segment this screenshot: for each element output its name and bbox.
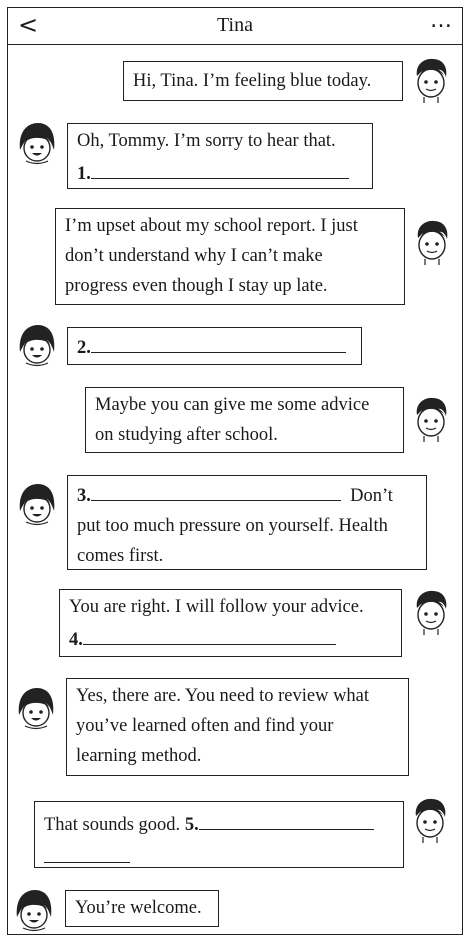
message-text: Maybe you can give me some advice [95, 395, 370, 415]
message-text: Hi, Tina. I’m feeling blue today. [133, 71, 372, 91]
tina-avatar [16, 685, 56, 733]
message-bubble-tina-4 [66, 678, 409, 776]
blank-number: 1. [77, 164, 91, 184]
tina-avatar [14, 887, 54, 935]
blank-number: 5. [184, 815, 199, 835]
message-text: You’re welcome. [75, 898, 202, 918]
message-text: put too much pressure on yourself. Health [77, 516, 388, 536]
tina-avatar [17, 481, 57, 529]
message-bubble-tina-1 [67, 123, 373, 189]
message-bubble-tina-5 [65, 890, 219, 927]
message-bubble-tommy-2 [55, 208, 405, 305]
answer-blank-5-continued[interactable] [44, 840, 130, 863]
message-text: Don’t [350, 486, 393, 506]
message-text: Yes, there are. You need to review what [76, 686, 370, 706]
message-text: I’m upset about my school report. I just [65, 216, 358, 236]
chat-header [7, 7, 463, 45]
message-bubble-tina-3 [67, 475, 427, 570]
message-text: progress even though I stay up late. [65, 276, 328, 296]
answer-blank-4[interactable] [83, 622, 336, 645]
message-bubble-tommy-3 [85, 387, 404, 453]
chat-title: Tina [217, 14, 253, 36]
tina-avatar [17, 322, 57, 370]
message-bubble-tommy-5 [34, 801, 404, 868]
answer-blank-3[interactable] [91, 478, 341, 501]
tommy-avatar [412, 218, 452, 266]
tommy-avatar [411, 588, 451, 636]
message-text: That sounds good. [44, 815, 181, 835]
message-text: comes first. [77, 546, 164, 566]
answer-blank-2[interactable] [91, 330, 346, 353]
blank-number: 2. [77, 338, 91, 358]
message-bubble-tommy-1 [123, 61, 403, 101]
message-bubble-tina-2 [67, 327, 362, 365]
tommy-avatar [411, 395, 451, 443]
message-text: Oh, Tommy. I’m sorry to hear that. [77, 131, 336, 151]
answer-blank-1[interactable] [91, 156, 349, 179]
message-text: You are right. I will follow your advice. [69, 597, 364, 617]
message-text: don’t understand why I can’t make [65, 246, 323, 266]
blank-number: 4. [69, 630, 83, 650]
message-text: learning method. [76, 746, 202, 766]
more-options-button[interactable]: … [430, 8, 453, 33]
back-button[interactable]: < [18, 11, 39, 39]
answer-blank-5[interactable] [199, 807, 374, 830]
message-bubble-tommy-4 [59, 589, 402, 657]
tommy-avatar [410, 796, 450, 844]
tommy-avatar [411, 56, 451, 104]
message-text: on studying after school. [95, 425, 278, 445]
blank-number: 3. [77, 486, 91, 506]
message-text: you’ve learned often and find your [76, 716, 334, 736]
tina-avatar [17, 120, 57, 168]
